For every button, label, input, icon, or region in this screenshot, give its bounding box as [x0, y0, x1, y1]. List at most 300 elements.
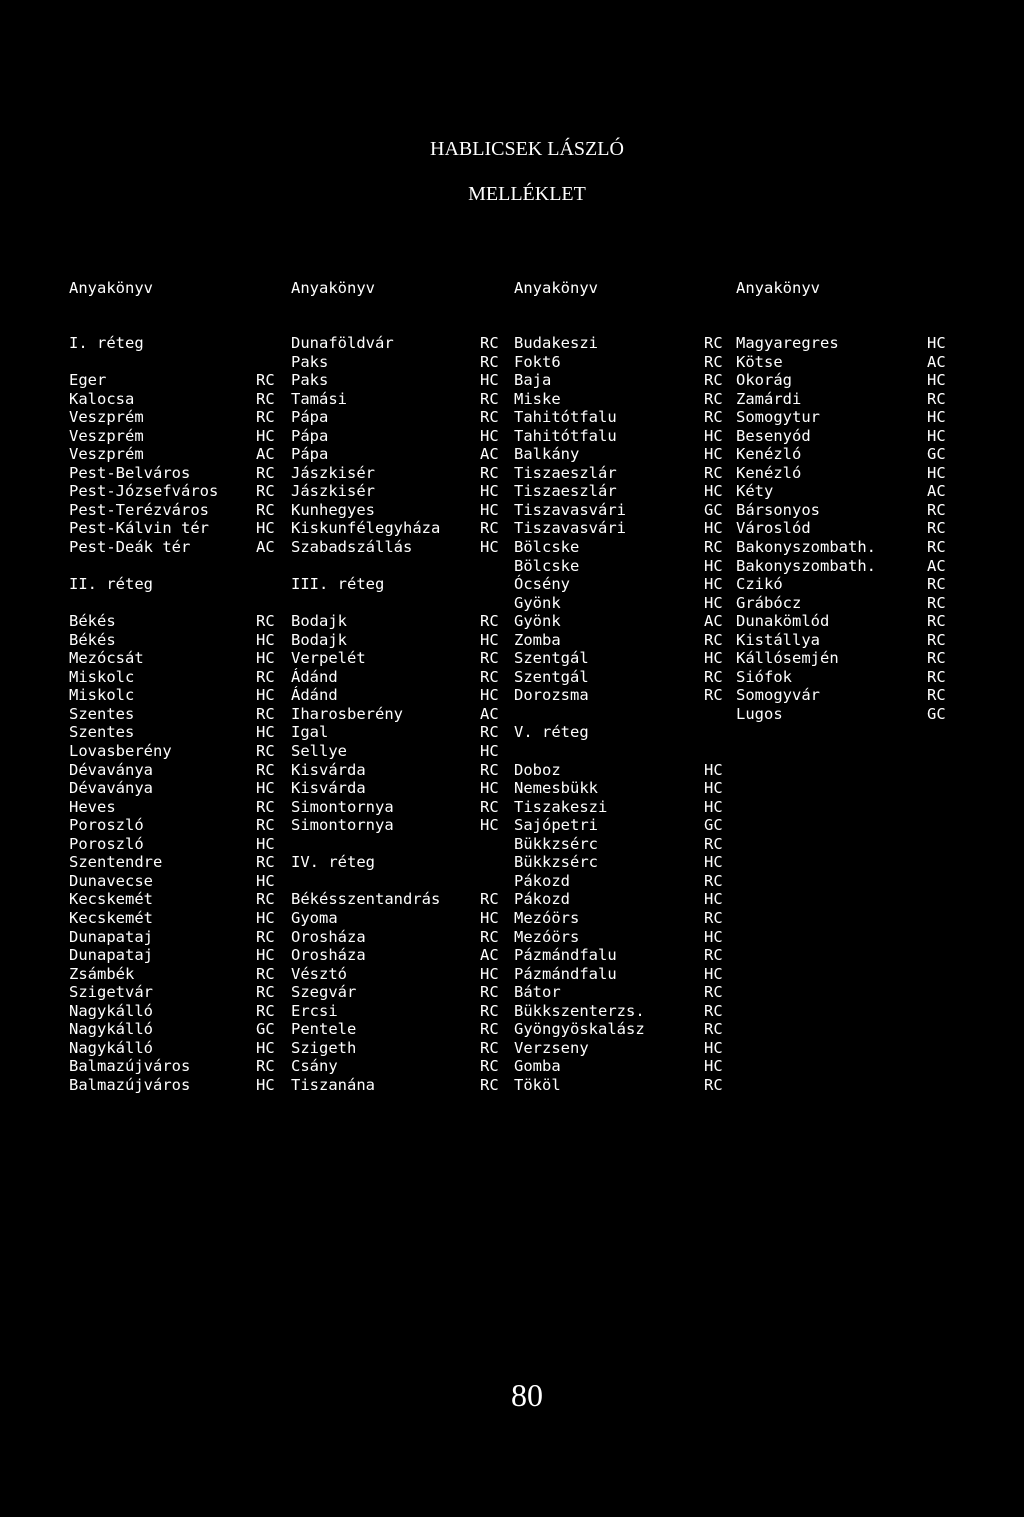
col2-place-cell: Ercsi: [291, 1001, 338, 1020]
col2-place-cell: Pápa: [291, 445, 329, 464]
col3-place-cell: Tiszavasvári: [514, 519, 626, 538]
col4-code-cell: RC: [927, 500, 946, 519]
col4-place-cell: Kötse: [736, 352, 783, 371]
col3-code-cell: HC: [704, 890, 723, 909]
col4-code-cell: RC: [927, 519, 946, 538]
col3-place-cell: Pákozd: [514, 871, 570, 890]
col3-place-cell: Ócsény: [514, 575, 570, 594]
table-row: [0, 909, 1024, 928]
table-row: [0, 890, 1024, 909]
column-header-3: Anyakönyv: [514, 279, 598, 297]
col2-code-cell: RC: [480, 890, 499, 909]
col3-code-cell: RC: [704, 1075, 723, 1094]
col4-code-cell: HC: [927, 426, 946, 445]
col4-place-cell: Besenyód: [736, 426, 811, 445]
table-row: [0, 1076, 1024, 1095]
table-row: [0, 1057, 1024, 1076]
col3-place-cell: Tiszaeszlár: [514, 482, 617, 501]
table-row: [0, 538, 1024, 557]
col3-place-cell: Balkány: [514, 445, 580, 464]
col2-code-cell: RC: [480, 1020, 499, 1039]
col2-place-cell: Szabadszállás: [291, 538, 413, 557]
table-row: [0, 668, 1024, 687]
table-row: [0, 723, 1024, 742]
col3-place-cell: Nemesbükk: [514, 779, 598, 798]
col1-place-cell: Szigetvár: [69, 983, 153, 1002]
col4-code-cell: AC: [927, 556, 946, 575]
col1-code-cell: AC: [256, 445, 275, 464]
col2-code-cell: HC: [480, 686, 499, 705]
col2-place-cell: Pentele: [291, 1020, 357, 1039]
col2-code-cell: RC: [480, 612, 499, 631]
col1-code-cell: RC: [256, 371, 275, 390]
col4-place-cell: Városlód: [736, 519, 811, 538]
col4-place-cell: Dunakömlód: [736, 612, 830, 631]
table-row: [0, 686, 1024, 705]
col1-code-cell: HC: [256, 1038, 275, 1057]
col1-code-cell: RC: [256, 667, 275, 686]
col4-code-cell: RC: [927, 686, 946, 705]
col4-place-cell: Lugos: [736, 704, 783, 723]
col1-code-cell: HC: [256, 779, 275, 798]
col1-code-cell: RC: [256, 612, 275, 631]
col2-place-cell: Orosháza: [291, 927, 366, 946]
col2-place-cell: Simontornya: [291, 816, 394, 835]
col1-code-cell: RC: [256, 482, 275, 501]
col1-code-cell: RC: [256, 760, 275, 779]
col3-place-cell: Tiszaeszlár: [514, 463, 617, 482]
col4-code-cell: HC: [927, 371, 946, 390]
col4-code-cell: HC: [927, 408, 946, 427]
col3-place-cell: Gyönk: [514, 612, 561, 631]
col4-code-cell: RC: [927, 538, 946, 557]
col3-code-cell: RC: [704, 538, 723, 557]
col3-place-cell: Mezóörs: [514, 927, 580, 946]
table-row: [0, 1002, 1024, 1021]
col1-code-cell: RC: [256, 797, 275, 816]
col3-place-cell: Mezóörs: [514, 908, 580, 927]
col1-place-cell: II. réteg: [69, 575, 153, 594]
col3-place-cell: Bátor: [514, 983, 561, 1002]
col1-code-cell: RC: [256, 890, 275, 909]
col4-place-cell: Kistállya: [736, 630, 820, 649]
col3-code-cell: RC: [704, 463, 723, 482]
col1-place-cell: Dévaványa: [69, 779, 153, 798]
col3-place-cell: Tahitótfalu: [514, 408, 617, 427]
col4-place-cell: Somogyvár: [736, 686, 820, 705]
col2-place-cell: IV. réteg: [291, 853, 375, 872]
col1-code-cell: RC: [256, 853, 275, 872]
col1-code-cell: HC: [256, 908, 275, 927]
col4-place-cell: Kéty: [736, 482, 774, 501]
col3-code-cell: RC: [704, 630, 723, 649]
col3-code-cell: RC: [704, 371, 723, 390]
col3-code-cell: HC: [704, 927, 723, 946]
col2-place-cell: Kiskunfélegyháza: [291, 519, 441, 538]
col3-code-cell: RC: [704, 1001, 723, 1020]
col4-code-cell: RC: [927, 389, 946, 408]
page-number: 80: [511, 1377, 543, 1413]
col1-code-cell: HC: [256, 1075, 275, 1094]
table-row: [0, 594, 1024, 613]
col2-place-cell: Ádánd: [291, 667, 338, 686]
col1-place-cell: Poroszló: [69, 834, 144, 853]
col3-code-cell: RC: [704, 408, 723, 427]
col3-place-cell: Pákozd: [514, 890, 570, 909]
col2-code-cell: HC: [480, 500, 499, 519]
col4-place-cell: Kenézló: [736, 463, 802, 482]
col3-place-cell: Bükkszenterzs.: [514, 1001, 645, 1020]
col4-code-cell: RC: [927, 667, 946, 686]
col3-code-cell: RC: [704, 352, 723, 371]
table-row: [0, 928, 1024, 947]
col1-place-cell: Balmazújváros: [69, 1075, 191, 1094]
col1-place-cell: I. réteg: [69, 334, 144, 352]
col3-code-cell: RC: [704, 871, 723, 890]
col1-place-cell: Békés: [69, 630, 116, 649]
col2-code-cell: HC: [480, 371, 499, 390]
col1-place-cell: Dévaványa: [69, 760, 153, 779]
col3-code-cell: HC: [704, 445, 723, 464]
col1-code-cell: RC: [256, 463, 275, 482]
col1-code-cell: HC: [256, 630, 275, 649]
col3-place-cell: Bükkzsérc: [514, 834, 598, 853]
col2-place-cell: Igal: [291, 723, 329, 742]
col3-place-cell: Pázmándfalu: [514, 964, 617, 983]
col1-code-cell: RC: [256, 1001, 275, 1020]
col2-code-cell: RC: [480, 1075, 499, 1094]
col1-place-cell: Nagykálló: [69, 1038, 153, 1057]
col2-code-cell: RC: [480, 797, 499, 816]
register-table: [0, 334, 1024, 1094]
col3-place-cell: Bölcske: [514, 556, 580, 575]
col2-place-cell: Paks: [291, 371, 329, 390]
col1-code-cell: RC: [256, 408, 275, 427]
col2-place-cell: Orosháza: [291, 946, 366, 965]
col2-place-cell: Gyoma: [291, 908, 338, 927]
col1-place-cell: Veszprém: [69, 426, 144, 445]
col1-place-cell: Miskolc: [69, 667, 135, 686]
col2-code-cell: RC: [480, 1001, 499, 1020]
col1-place-cell: Nagykálló: [69, 1020, 153, 1039]
col2-place-cell: Kisvárda: [291, 760, 366, 779]
col1-code-cell: HC: [256, 834, 275, 853]
col3-place-cell: Sajópetri: [514, 816, 598, 835]
col3-code-cell: RC: [704, 389, 723, 408]
col1-place-cell: Kecskemét: [69, 908, 153, 927]
col4-code-cell: RC: [927, 593, 946, 612]
col3-code-cell: RC: [704, 908, 723, 927]
col1-code-cell: RC: [256, 389, 275, 408]
col3-place-cell: Pázmándfalu: [514, 946, 617, 965]
col4-code-cell: GC: [927, 445, 946, 464]
col3-place-cell: Fokt6: [514, 352, 561, 371]
col2-code-cell: HC: [480, 482, 499, 501]
col2-code-cell: RC: [480, 352, 499, 371]
col3-place-cell: Dorozsma: [514, 686, 589, 705]
col3-code-cell: HC: [704, 519, 723, 538]
col3-place-cell: Bükkzsérc: [514, 853, 598, 872]
col3-code-cell: RC: [704, 1020, 723, 1039]
table-row: [0, 631, 1024, 650]
col3-place-cell: Tiszavasvári: [514, 500, 626, 519]
col1-place-cell: Pest-Terézváros: [69, 500, 209, 519]
col2-code-cell: RC: [480, 723, 499, 742]
col3-place-cell: Budakeszi: [514, 334, 598, 352]
col4-code-cell: RC: [927, 575, 946, 594]
col2-code-cell: RC: [480, 649, 499, 668]
col4-place-cell: Kenézló: [736, 445, 802, 464]
col4-code-cell: AC: [927, 482, 946, 501]
col2-code-cell: RC: [480, 983, 499, 1002]
col3-code-cell: HC: [704, 593, 723, 612]
col2-code-cell: RC: [480, 1057, 499, 1076]
col1-code-cell: RC: [256, 1057, 275, 1076]
col3-code-cell: HC: [704, 649, 723, 668]
col1-place-cell: Eger: [69, 371, 107, 390]
col2-place-cell: Vésztó: [291, 964, 347, 983]
col3-place-cell: Verzseny: [514, 1038, 589, 1057]
col1-code-cell: AC: [256, 538, 275, 557]
col1-code-cell: HC: [256, 426, 275, 445]
col2-code-cell: AC: [480, 946, 499, 965]
col3-code-cell: RC: [704, 983, 723, 1002]
col1-code-cell: RC: [256, 742, 275, 761]
table-row: [0, 390, 1024, 409]
col2-place-cell: Szegvár: [291, 983, 357, 1002]
col3-code-cell: RC: [704, 834, 723, 853]
col1-code-cell: HC: [256, 649, 275, 668]
col4-place-cell: Bakonyszombath.: [736, 556, 876, 575]
col1-place-cell: Zsámbék: [69, 964, 135, 983]
col4-code-cell: HC: [927, 334, 946, 352]
col2-code-cell: HC: [480, 538, 499, 557]
col1-place-cell: Szentes: [69, 723, 135, 742]
col4-place-cell: Kállósemjén: [736, 649, 839, 668]
col3-code-cell: HC: [704, 426, 723, 445]
col3-place-cell: Szentgál: [514, 649, 589, 668]
table-row: [0, 965, 1024, 984]
col3-code-cell: RC: [704, 667, 723, 686]
col3-place-cell: Zomba: [514, 630, 561, 649]
table-row: [0, 798, 1024, 817]
col1-place-cell: Kalocsa: [69, 389, 135, 408]
col2-code-cell: HC: [480, 630, 499, 649]
col2-code-cell: HC: [480, 964, 499, 983]
col3-place-cell: V. réteg: [514, 723, 589, 742]
col1-code-cell: RC: [256, 500, 275, 519]
col2-place-cell: III. réteg: [291, 575, 385, 594]
col3-code-cell: HC: [704, 853, 723, 872]
col4-code-cell: RC: [927, 649, 946, 668]
col2-place-cell: Verpelét: [291, 649, 366, 668]
col2-code-cell: HC: [480, 426, 499, 445]
col1-code-cell: RC: [256, 964, 275, 983]
col3-code-cell: GC: [704, 500, 723, 519]
col3-place-cell: Miske: [514, 389, 561, 408]
col1-code-cell: HC: [256, 946, 275, 965]
col1-code-cell: RC: [256, 816, 275, 835]
column-header-4: Anyakönyv: [736, 279, 820, 297]
col1-place-cell: Mezócsát: [69, 649, 144, 668]
col2-place-cell: Bodajk: [291, 612, 347, 631]
col1-place-cell: Pest-Deák tér: [69, 538, 191, 557]
col2-code-cell: RC: [480, 389, 499, 408]
table-row: [0, 482, 1024, 501]
col3-code-cell: HC: [704, 575, 723, 594]
col4-place-cell: Bársonyos: [736, 500, 820, 519]
col4-code-cell: AC: [927, 352, 946, 371]
col3-place-cell: Gomba: [514, 1057, 561, 1076]
col2-place-cell: Békésszentandrás: [291, 890, 441, 909]
table-row: [0, 705, 1024, 724]
col3-code-cell: AC: [704, 612, 723, 631]
col1-place-cell: Veszprém: [69, 445, 144, 464]
col3-code-cell: RC: [704, 946, 723, 965]
col2-place-cell: Jászkisér: [291, 482, 375, 501]
col3-place-cell: Tahitótfalu: [514, 426, 617, 445]
col2-code-cell: HC: [480, 742, 499, 761]
col3-place-cell: Tököl: [514, 1075, 561, 1094]
col1-place-cell: Dunavecse: [69, 871, 153, 890]
col2-place-cell: Kisvárda: [291, 779, 366, 798]
col4-place-cell: Okorág: [736, 371, 792, 390]
table-row: [0, 557, 1024, 576]
col2-code-cell: RC: [480, 408, 499, 427]
table-row: [0, 761, 1024, 780]
col1-code-cell: RC: [256, 704, 275, 723]
col4-place-cell: Czikó: [736, 575, 783, 594]
col2-place-cell: Dunaföldvár: [291, 334, 394, 352]
col4-place-cell: Siófok: [736, 667, 792, 686]
col3-place-cell: Gyöngyöskalász: [514, 1020, 645, 1039]
col2-place-cell: Kunhegyes: [291, 500, 375, 519]
col3-code-cell: HC: [704, 964, 723, 983]
col3-code-cell: HC: [704, 1038, 723, 1057]
table-row: [0, 612, 1024, 631]
col3-place-cell: Tiszakeszi: [514, 797, 608, 816]
table-row: [0, 835, 1024, 854]
col2-place-cell: Szigeth: [291, 1038, 357, 1057]
col2-code-cell: HC: [480, 779, 499, 798]
col1-code-cell: GC: [256, 1020, 275, 1039]
col3-code-cell: HC: [704, 779, 723, 798]
col2-place-cell: Bodajk: [291, 630, 347, 649]
col1-code-cell: HC: [256, 723, 275, 742]
col3-code-cell: HC: [704, 1057, 723, 1076]
table-row: [0, 853, 1024, 872]
col2-code-cell: RC: [480, 927, 499, 946]
col3-code-cell: HC: [704, 797, 723, 816]
col4-code-cell: RC: [927, 630, 946, 649]
col4-place-cell: Bakonyszombath.: [736, 538, 876, 557]
col2-place-cell: Iharosberény: [291, 704, 403, 723]
author-heading: HABLICSEK LÁSZLÓ: [430, 138, 624, 160]
table-row: [0, 427, 1024, 446]
col2-code-cell: AC: [480, 445, 499, 464]
col2-code-cell: RC: [480, 667, 499, 686]
col2-code-cell: HC: [480, 908, 499, 927]
col1-place-cell: Békés: [69, 612, 116, 631]
col4-code-cell: GC: [927, 704, 946, 723]
col3-code-cell: RC: [704, 686, 723, 705]
col1-place-cell: Pest-Kálvin tér: [69, 519, 209, 538]
col2-place-cell: Ádánd: [291, 686, 338, 705]
col1-place-cell: Szentes: [69, 704, 135, 723]
col4-place-cell: Zamárdi: [736, 389, 802, 408]
col1-place-cell: Dunapataj: [69, 927, 153, 946]
col1-place-cell: Szentendre: [69, 853, 163, 872]
col4-place-cell: Magyaregres: [736, 334, 839, 352]
col4-place-cell: Grábócz: [736, 593, 802, 612]
col1-place-cell: Kecskemét: [69, 890, 153, 909]
col1-code-cell: RC: [256, 927, 275, 946]
col1-place-cell: Nagykálló: [69, 1001, 153, 1020]
column-header-2: Anyakönyv: [291, 279, 375, 297]
col2-place-cell: Pápa: [291, 426, 329, 445]
col2-code-cell: AC: [480, 704, 499, 723]
col2-code-cell: RC: [480, 519, 499, 538]
annex-heading: MELLÉKLET: [468, 183, 586, 205]
table-row: [0, 519, 1024, 538]
col2-place-cell: Csány: [291, 1057, 338, 1076]
col1-place-cell: Balmazújváros: [69, 1057, 191, 1076]
col2-place-cell: Tiszanána: [291, 1075, 375, 1094]
table-row: [0, 946, 1024, 965]
col2-place-cell: Paks: [291, 352, 329, 371]
table-row: [0, 1039, 1024, 1058]
table-row: [0, 445, 1024, 464]
col3-place-cell: Doboz: [514, 760, 561, 779]
col1-place-cell: Pest-Józsefváros: [69, 482, 219, 501]
col1-code-cell: HC: [256, 871, 275, 890]
col3-code-cell: GC: [704, 816, 723, 835]
table-row: [0, 872, 1024, 891]
col3-place-cell: Baja: [514, 371, 552, 390]
col2-place-cell: Sellye: [291, 742, 347, 761]
col1-code-cell: HC: [256, 519, 275, 538]
col1-place-cell: Pest-Belváros: [69, 463, 191, 482]
col3-place-cell: Gyönk: [514, 593, 561, 612]
col1-place-cell: Veszprém: [69, 408, 144, 427]
col2-code-cell: RC: [480, 760, 499, 779]
col1-code-cell: HC: [256, 686, 275, 705]
col4-code-cell: RC: [927, 612, 946, 631]
col1-place-cell: Poroszló: [69, 816, 144, 835]
table-row: [0, 779, 1024, 798]
table-row: [0, 353, 1024, 372]
col1-place-cell: Miskolc: [69, 686, 135, 705]
col2-code-cell: RC: [480, 463, 499, 482]
table-row: [0, 371, 1024, 390]
table-row: [0, 408, 1024, 427]
col4-place-cell: Somogytur: [736, 408, 820, 427]
table-row: [0, 334, 1024, 353]
col2-code-cell: HC: [480, 816, 499, 835]
col3-code-cell: HC: [704, 482, 723, 501]
col3-code-cell: HC: [704, 556, 723, 575]
table-row: [0, 464, 1024, 483]
table-row: [0, 742, 1024, 761]
col1-code-cell: RC: [256, 983, 275, 1002]
col2-place-cell: Tamási: [291, 389, 347, 408]
col3-place-cell: Szentgál: [514, 667, 589, 686]
col3-code-cell: HC: [704, 760, 723, 779]
table-row: [0, 816, 1024, 835]
col2-place-cell: Pápa: [291, 408, 329, 427]
table-row: [0, 983, 1024, 1002]
col3-code-cell: RC: [704, 334, 723, 352]
